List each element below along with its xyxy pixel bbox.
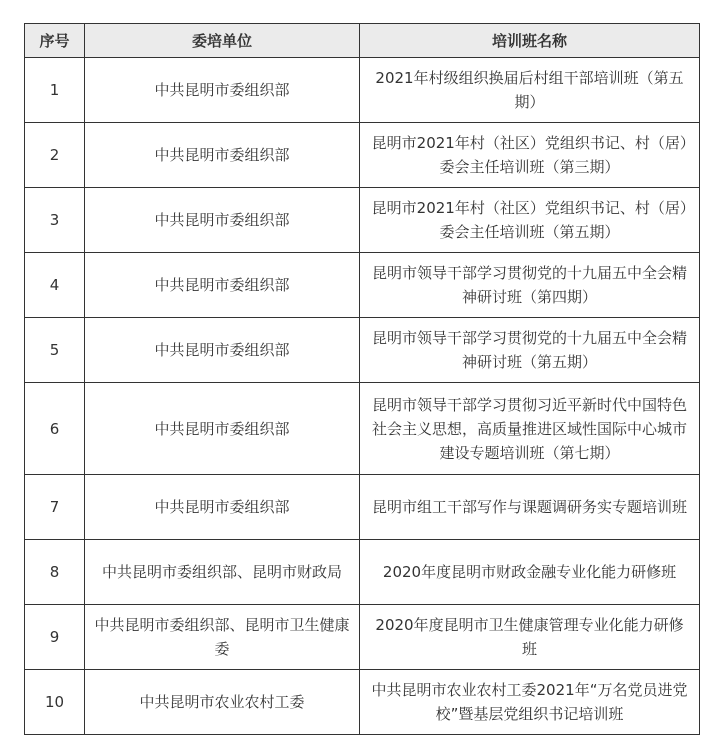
cell-training-class-name: 昆明市领导干部学习贯彻党的十九届五中全会精神研讨班（第五期）: [360, 318, 700, 383]
cell-training-class-name: 昆明市领导干部学习贯彻党的十九届五中全会精神研讨班（第四期）: [360, 253, 700, 318]
cell-commissioning-unit: 中共昆明市委组织部: [85, 318, 360, 383]
header-serial-number: 序号: [25, 24, 85, 58]
table-row: [25, 475, 700, 540]
cell-commissioning-unit: 中共昆明市委组织部: [85, 383, 360, 475]
cell-commissioning-unit: 中共昆明市委组织部、昆明市财政局: [85, 540, 360, 605]
table-row: [25, 188, 700, 253]
cell-commissioning-unit: 中共昆明市委组织部: [85, 58, 360, 123]
cell-serial-number: 7: [25, 475, 85, 540]
cell-training-class-name: 昆明市2021年村（社区）党组织书记、村（居）委会主任培训班（第五期）: [360, 188, 700, 253]
training-class-table: [24, 23, 700, 735]
cell-serial-number: 4: [25, 253, 85, 318]
table-row: [25, 58, 700, 123]
cell-serial-number: 1: [25, 58, 85, 123]
table-row: [25, 670, 700, 735]
header-training-class-name: 培训班名称: [360, 24, 700, 58]
training-table-container: [24, 23, 700, 735]
table-row: [25, 253, 700, 318]
cell-serial-number: 6: [25, 383, 85, 475]
cell-commissioning-unit: 中共昆明市委组织部: [85, 123, 360, 188]
cell-commissioning-unit: 中共昆明市委组织部: [85, 253, 360, 318]
cell-training-class-name: 昆明市领导干部学习贯彻习近平新时代中国特色社会主义思想，高质量推进区域性国际中心城市建设专题培训班（第七期）: [360, 383, 700, 475]
cell-commissioning-unit: 中共昆明市委组织部: [85, 188, 360, 253]
table-row: [25, 383, 700, 475]
cell-training-class-name: 昆明市组工干部写作与课题调研务实专题培训班: [360, 475, 700, 540]
cell-commissioning-unit: 中共昆明市农业农村工委: [85, 670, 360, 735]
table-header-row: [25, 24, 700, 58]
cell-training-class-name: 2021年村级组织换届后村组干部培训班（第五期）: [360, 58, 700, 123]
table-row: [25, 540, 700, 605]
cell-training-class-name: 中共昆明市农业农村工委2021年“万名党员进党校”暨基层党组织书记培训班: [360, 670, 700, 735]
table-row: [25, 123, 700, 188]
cell-training-class-name: 2020年度昆明市财政金融专业化能力研修班: [360, 540, 700, 605]
table-row: [25, 318, 700, 383]
cell-serial-number: 10: [25, 670, 85, 735]
cell-serial-number: 2: [25, 123, 85, 188]
cell-serial-number: 3: [25, 188, 85, 253]
table-row: [25, 605, 700, 670]
cell-training-class-name: 昆明市2021年村（社区）党组织书记、村（居）委会主任培训班（第三期）: [360, 123, 700, 188]
cell-serial-number: 9: [25, 605, 85, 670]
cell-commissioning-unit: 中共昆明市委组织部: [85, 475, 360, 540]
cell-serial-number: 5: [25, 318, 85, 383]
header-commissioning-unit: 委培单位: [85, 24, 360, 58]
cell-training-class-name: 2020年度昆明市卫生健康管理专业化能力研修班: [360, 605, 700, 670]
cell-serial-number: 8: [25, 540, 85, 605]
cell-commissioning-unit: 中共昆明市委组织部、昆明市卫生健康委: [85, 605, 360, 670]
